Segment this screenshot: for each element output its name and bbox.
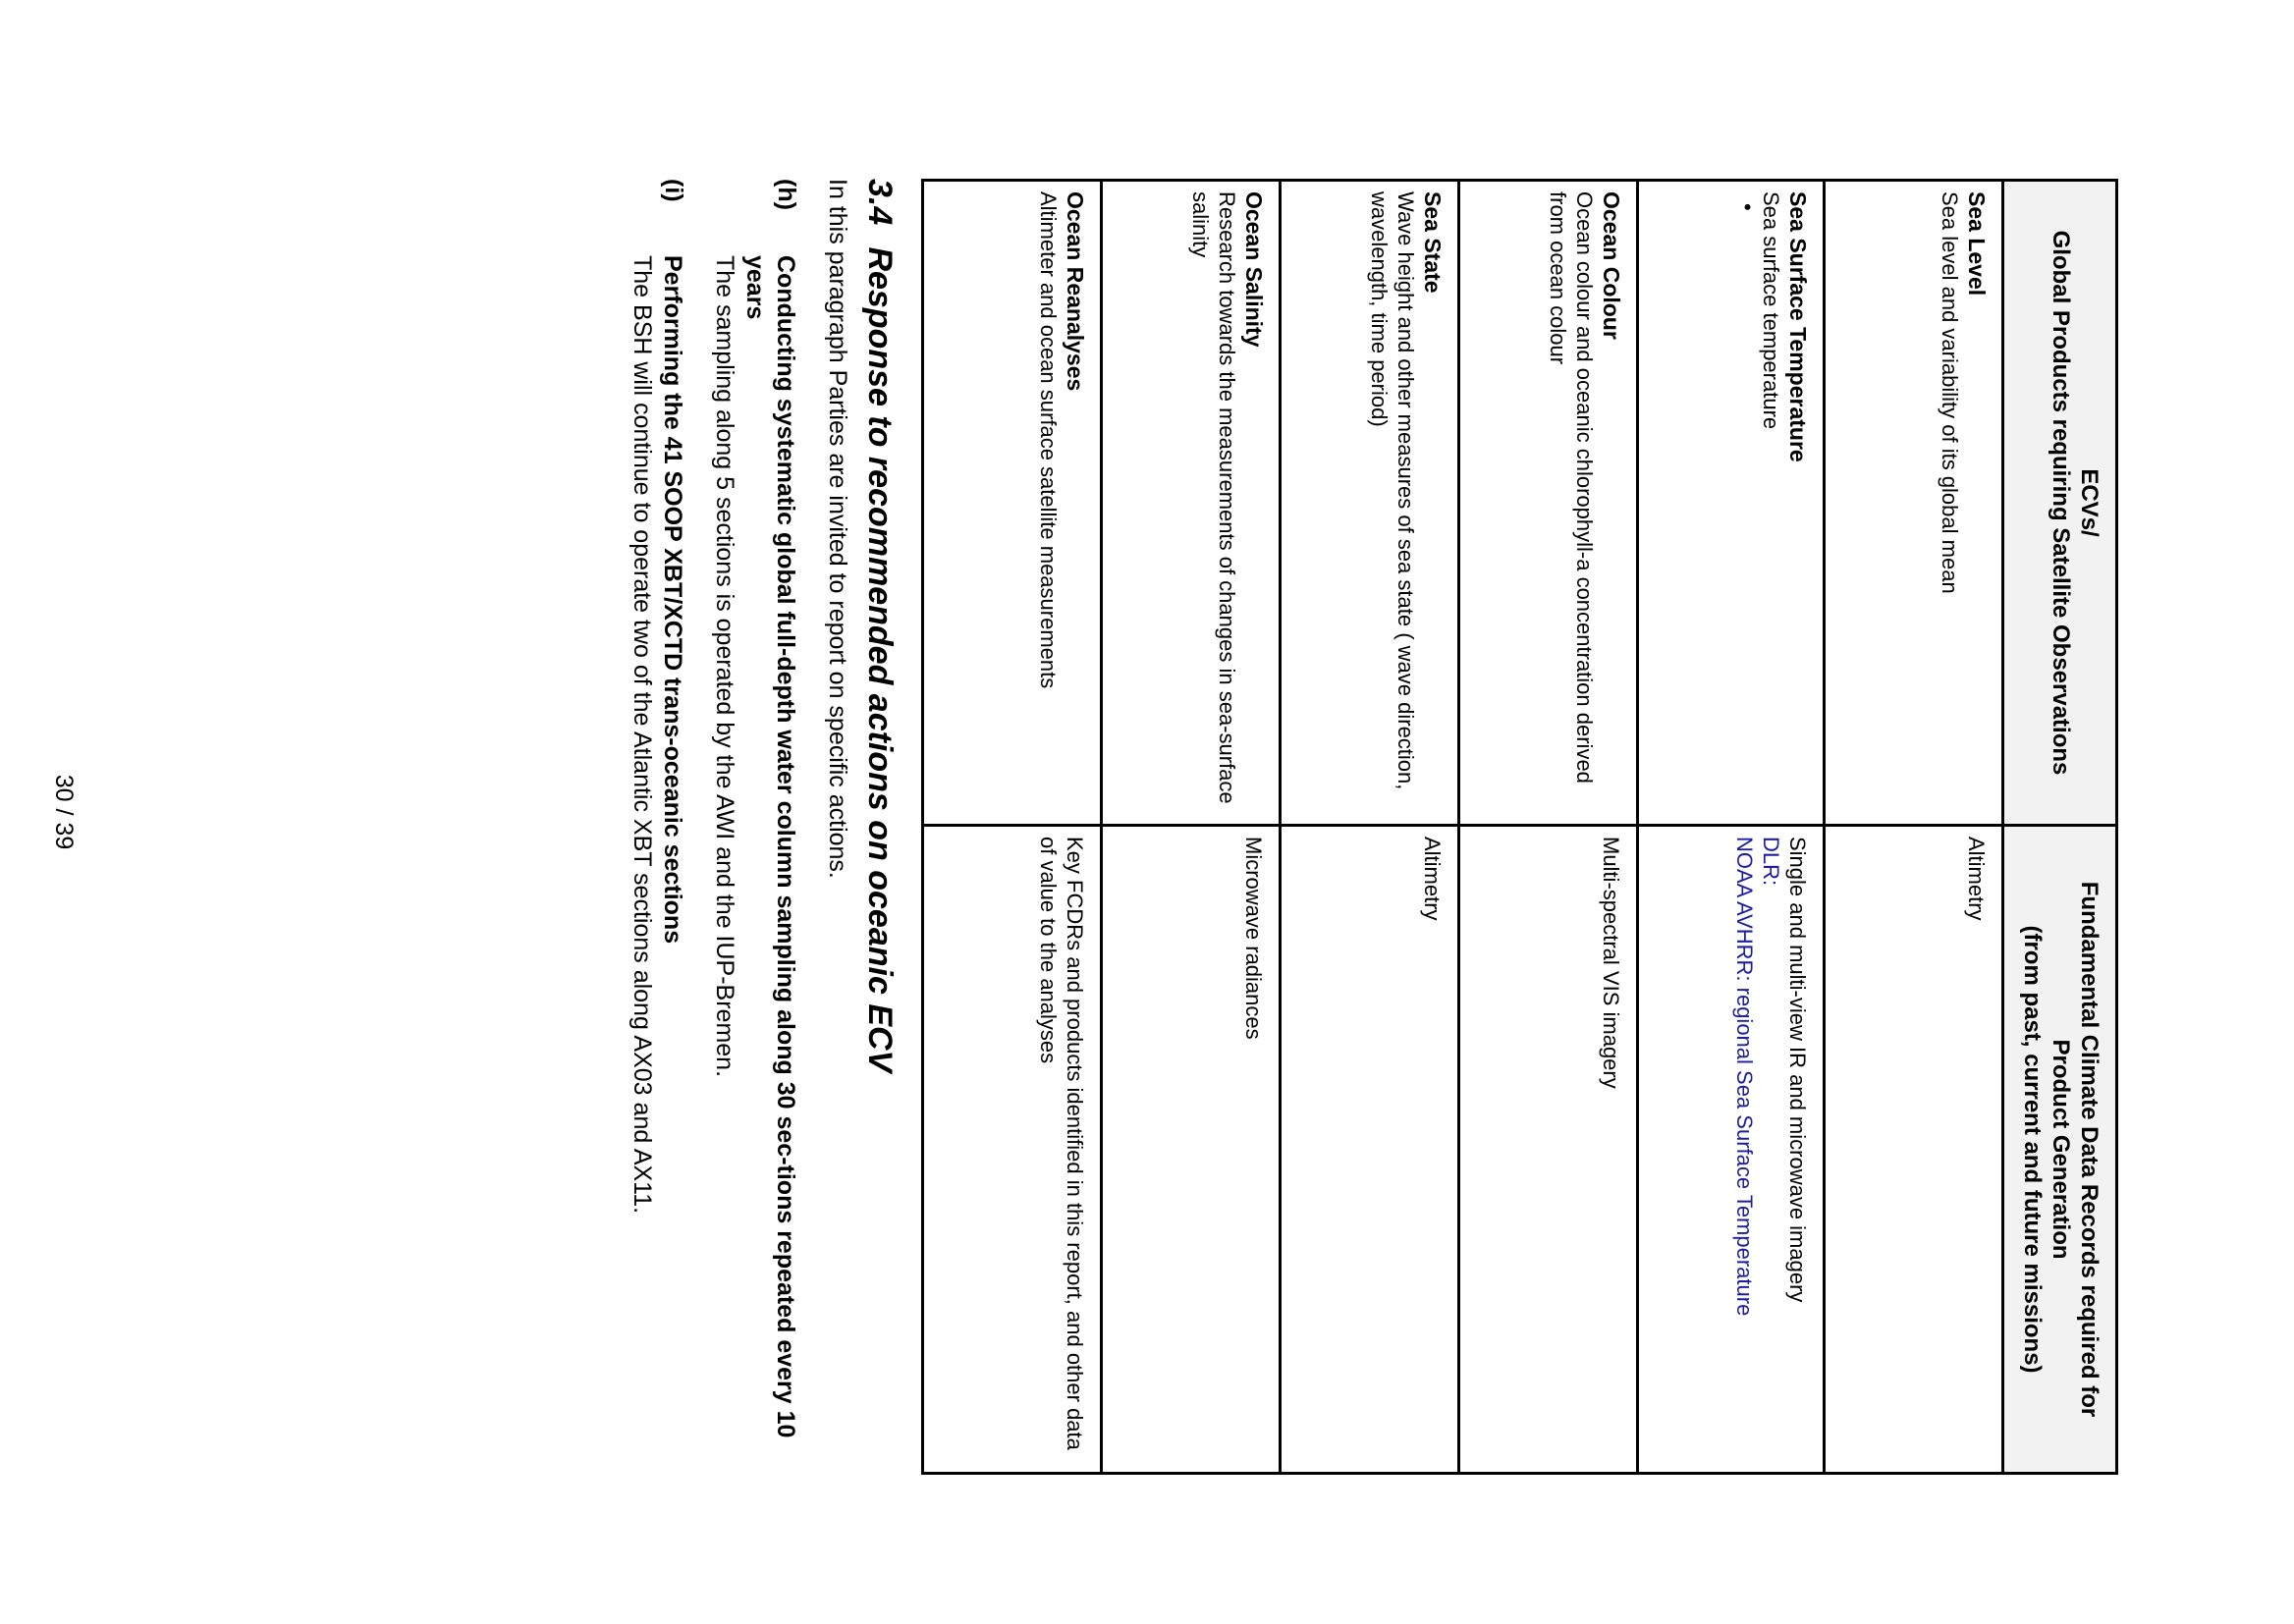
row-sea-state-fcdr <box>1281 826 1459 1474</box>
row-description: Research towards the measurements of changes in sea-surface salinity <box>1188 191 1239 804</box>
row-ocean-reanalyses-fcdr <box>923 826 1102 1474</box>
row-fcdr-text: Altimetry <box>1964 837 1989 921</box>
row-description: Ocean colour and oceanic chlorophyll-a concentration derived from ocean colour <box>1546 191 1597 784</box>
section-3-4 <box>627 179 900 1455</box>
page-number: 30 / 39 <box>50 774 78 850</box>
row-fcdr-text: Multi-spectral VIS imagery <box>1599 837 1623 1089</box>
table-header-fcdr <box>2003 826 2117 1474</box>
ecv-table <box>921 179 2118 1475</box>
list-item <box>709 179 800 1455</box>
row-description: Wave height and other measures of sea state ( wave direction, wavelength, time period) <box>1367 191 1418 790</box>
table-header-ecvs <box>2003 181 2117 826</box>
header-fcdr-label: Fundamental Climate Data Records required for Product Generation <box>2048 881 2103 1418</box>
header-missions-label: (from past, current and future missions) <box>2019 925 2046 1374</box>
row-ocean-salinity-fcdr <box>1102 826 1281 1474</box>
row-ocean-salinity-ecv <box>1102 181 1281 826</box>
item-text: The sampling along 5 sections is operated by the AWI and the IUP-Bremen. <box>711 255 738 1078</box>
section-title: Response to recommended actions on oceanic ECV <box>861 246 899 1073</box>
item-heading: Performing the 41 SOOP XBT/XCTD trans-oceanic sections <box>659 255 686 945</box>
row-description: Sea surface temperature <box>1759 191 1783 430</box>
row-title: Ocean Reanalyses <box>1063 191 1088 392</box>
item-heading: Conducting systematic global full-depth water column sampling along 30 sec-tions repeated every 10 years <box>741 255 799 1438</box>
row-sst-ecv <box>1638 181 1825 826</box>
row-title: Ocean Colour <box>1599 191 1624 340</box>
row-title: Sea State <box>1420 191 1446 294</box>
table-row <box>1638 181 1825 1474</box>
row-ocean-colour-fcdr <box>1459 826 1638 1474</box>
table-row <box>1459 181 1638 1474</box>
row-sea-state-ecv <box>1281 181 1459 826</box>
dlr-link[interactable]: DLR: <box>1759 837 1783 887</box>
section-intro: In this paragraph Parties are invited to report on specific actions. <box>824 179 851 879</box>
table-header-row <box>2003 181 2117 1474</box>
item-label: (h) <box>773 179 800 210</box>
row-title: Sea Surface Temperature <box>1785 191 1811 462</box>
row-sst-fcdr <box>1638 826 1825 1474</box>
header-ecvs-label: ECVs/ <box>2076 468 2103 537</box>
row-description: Altimeter and ocean surface satellite measurements <box>1036 191 1061 689</box>
list-item <box>627 179 687 1455</box>
row-sea-level-fcdr <box>1825 826 2003 1474</box>
row-title: Sea Level <box>1964 191 1990 297</box>
section-number: 3.4 <box>861 179 899 226</box>
row-fcdr-text: Altimetry <box>1420 837 1445 921</box>
table-row <box>1102 181 1281 1474</box>
row-title: Ocean Salinity <box>1241 191 1267 348</box>
item-label: (i) <box>660 179 687 202</box>
section-heading <box>860 179 900 1455</box>
row-sea-level-ecv <box>1825 181 2003 826</box>
row-fcdr-text: Key FCDRs and products identified in this report, and other data of value to the analyses <box>1036 837 1087 1450</box>
bullet-icon: • <box>1735 203 1760 211</box>
table-row <box>1825 181 2003 1474</box>
noaa-avhrr-link[interactable]: NOAA AVHRR: regional Sea Surface Temperature <box>1732 837 1757 1317</box>
row-ocean-reanalyses-ecv <box>923 181 1102 826</box>
row-fcdr-text: Single and multi-view IR and microwave imagery <box>1785 837 1810 1303</box>
table-row <box>1281 181 1459 1474</box>
item-text: The BSH will continue to operate two of the Atlantic XBT sections along AX03 and AX11. <box>628 255 656 1215</box>
row-fcdr-text: Microwave radiances <box>1241 837 1266 1040</box>
header-global-products-label: Global Products requiring Satellite Observations <box>2048 230 2074 776</box>
table-row <box>923 181 1102 1474</box>
row-description: Sea level and variability of its global mean <box>1938 191 1962 594</box>
row-ocean-colour-ecv <box>1459 181 1638 826</box>
